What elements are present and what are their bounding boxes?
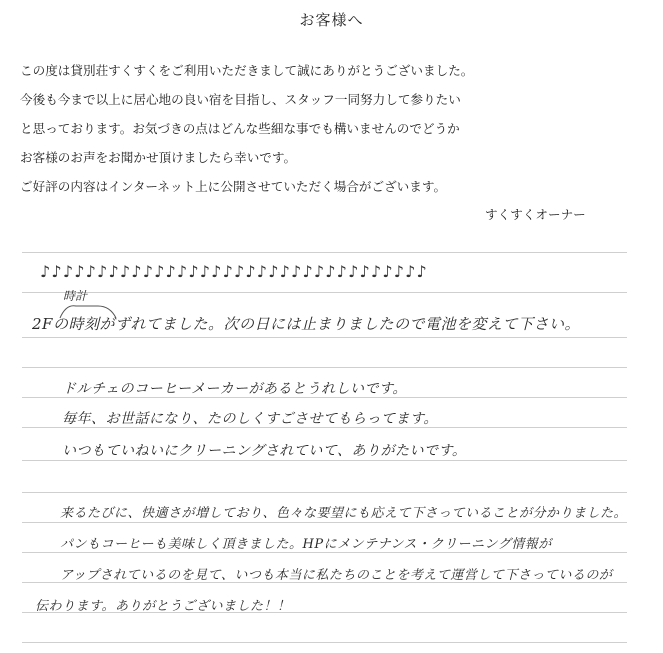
handwritten-comment: 毎年、お世話になり、たのしくすごさせてもらってます。 xyxy=(62,411,438,427)
ruled-line xyxy=(22,552,627,553)
ruled-line xyxy=(22,460,627,461)
ruled-line xyxy=(22,642,627,643)
letter-line: お客様のお声をお聞かせ頂けましたら幸いです。 xyxy=(20,150,297,165)
letter-title: お客様へ xyxy=(299,11,364,29)
handwritten-comment: パンもコーヒーも美味しく頂きました。HPにメンテナンス・クリーニング情報が xyxy=(60,537,552,552)
letter-line: と思っております。お気づきの点はどんな些細な事でも構いませんのでどうか xyxy=(20,121,460,136)
handwritten-comment: 2Fの時刻がずれてました。次の日には止まりましたので電池を変えて下さい。 xyxy=(32,315,580,333)
ruled-line xyxy=(22,492,627,493)
ruled-line xyxy=(22,252,627,253)
ruled-line xyxy=(22,367,627,368)
handwritten-comment: 伝わります。ありがとうございました！！ xyxy=(35,599,291,614)
signature: すくすくオーナー xyxy=(485,207,586,222)
handwritten-comment: アップされているのを見て、いつも本当に私たちのことを考えて運営して下さっているのが xyxy=(60,568,613,583)
letter-body xyxy=(20,56,650,201)
ruled-line xyxy=(22,522,627,523)
handwritten-comment: ドルチェのコーヒーメーカーがあるとうれしいです。 xyxy=(62,381,407,397)
letter-line: ご好評の内容はインターネット上に公開させていただく場合がございます。 xyxy=(20,179,447,194)
correction-insert: 時計 xyxy=(63,289,88,303)
ruled-line xyxy=(22,292,627,293)
letter-line: 今後も今まで以上に居心地の良い宿を目指し、スタッフ一同努力して参りたい xyxy=(20,92,461,107)
letter-line: この度は貸別荘すくすくをご利用いただきまして誠にありがとうございました。 xyxy=(20,63,474,78)
handwritten-comment: 来るたびに、快適さが増しており、色々な要望にも応えて下さっていることが分かりました。 xyxy=(60,506,628,521)
music-notes-row: ♪♪♪♪♪♪♪♪♪♪♪♪♪♪♪♪♪♪♪♪♪♪♪♪♪♪♪♪♪♪♪♪♪♪ xyxy=(40,262,428,281)
handwritten-comment: いつもていねいにクリーニングされていて、ありがたいです。 xyxy=(62,443,467,459)
ruled-line xyxy=(22,337,627,338)
